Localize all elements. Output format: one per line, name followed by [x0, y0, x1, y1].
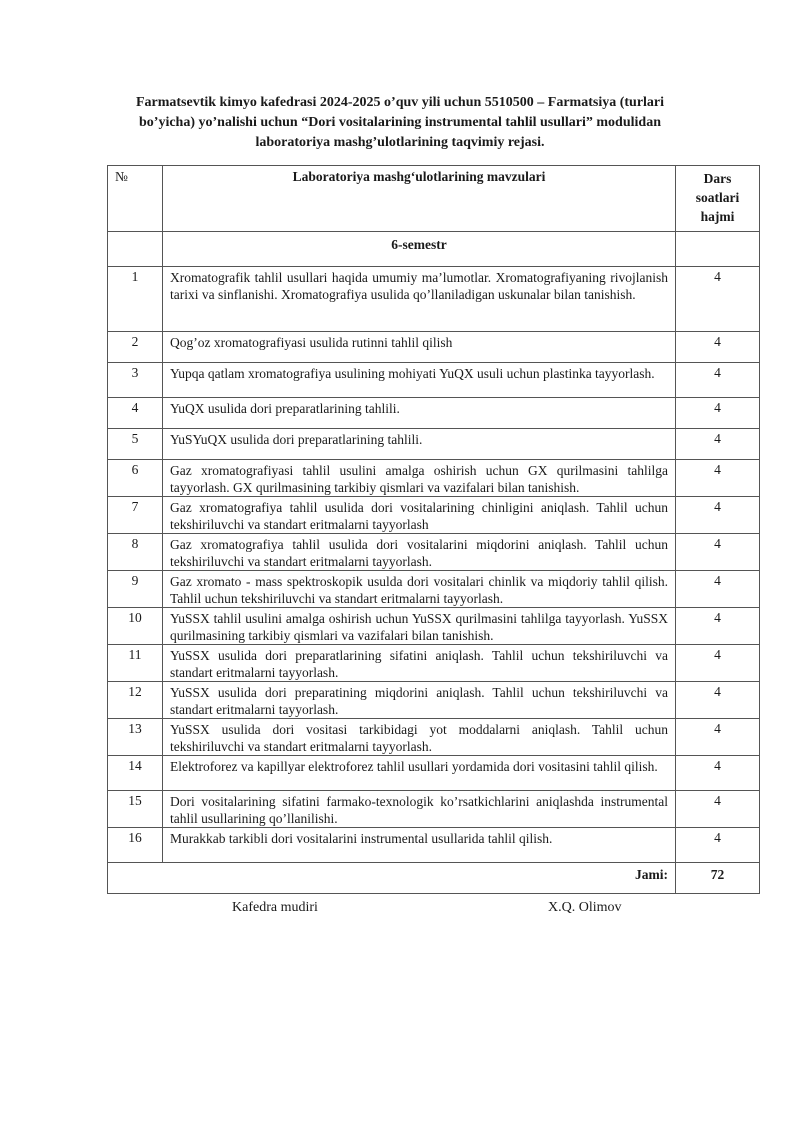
total-value: 72: [676, 863, 760, 894]
row-topic: YuSSX usulida dori preparatining miqdorini aniqlash. Tahlil uchun tekshiriluvchi va standart eritmalarni tayyorlash.: [163, 682, 676, 719]
row-topic: Qog’oz xromatografiyasi usulida rutinni tahlil qilish: [163, 332, 676, 363]
row-number: 11: [108, 645, 163, 682]
row-hours: 4: [676, 645, 760, 682]
semester-empty-cell: [108, 232, 163, 267]
row-number: 10: [108, 608, 163, 645]
row-number: 4: [108, 398, 163, 429]
row-hours: 4: [676, 608, 760, 645]
row-topic: Gaz xromatografiya tahlil usulida dori vositalarining chinligini aniqlash. Tahlil uchun tekshiriluvchi va standart eritmalarni tayyorlash: [163, 497, 676, 534]
table-row: [108, 682, 760, 719]
row-topic: Murakkab tarkibli dori vositalarini instrumental usullarida tahlil qilish.: [163, 828, 676, 863]
semester-empty-cell: [676, 232, 760, 267]
row-topic: Dori vositalarining sifatini farmako-texnologik ko’rsatkichlarini aniqlashda instrumental tahlil usullarining qo’llanilishi.: [163, 791, 676, 828]
table-row: [108, 267, 760, 332]
row-hours: 4: [676, 756, 760, 791]
row-topic: YuSSX usulida dori preparatlarining sifatini aniqlash. Tahlil uchun tekshiriluvchi va standart eritmalarni tayyorlash.: [163, 645, 676, 682]
row-hours: 4: [676, 682, 760, 719]
row-number: 14: [108, 756, 163, 791]
row-topic: YuSYuQX usulida dori preparatlarining tahlili.: [163, 429, 676, 460]
row-hours: 4: [676, 719, 760, 756]
row-number: 15: [108, 791, 163, 828]
row-topic: Gaz xromato - mass spektroskopik usulda dori vositalari chinlik va miqdoriy tahlil qilish. Tahlil uchun tekshiriluvchi va standart eritmalarni tayyorlash.: [163, 571, 676, 608]
table-header-row: [108, 166, 760, 232]
table-row: [108, 398, 760, 429]
row-hours: 4: [676, 791, 760, 828]
table-row: [108, 363, 760, 398]
row-number: 9: [108, 571, 163, 608]
row-hours: 4: [676, 497, 760, 534]
table-row: [108, 756, 760, 791]
header-number: №: [108, 166, 163, 232]
row-number: 6: [108, 460, 163, 497]
row-hours: 4: [676, 363, 760, 398]
row-topic: YuQX usulida dori preparatlarining tahlili.: [163, 398, 676, 429]
row-hours: 4: [676, 534, 760, 571]
row-hours: 4: [676, 460, 760, 497]
row-number: 8: [108, 534, 163, 571]
header-hours-line: soatlari: [695, 190, 740, 205]
total-row: [108, 863, 760, 894]
row-topic: Gaz xromatografiya tahlil usulida dori vositalarini miqdorini aniqlash. Tahlil uchun tekshiriluvchi va standart eritmalarni tayyorlash.: [163, 534, 676, 571]
row-topic: Yupqa qatlam xromatografiya usulining mohiyati YuQX usuli uchun plastinka tayyorlash.: [163, 363, 676, 398]
document-title: Farmatsevtik kimyo kafedrasi 2024-2025 o’quv yili uchun 5510500 – Farmatsiya (turlari bo’yicha) yo’nalishi uchun “Dori vositalarining instrumental tahlil usullari” modulidan laboratoriya mashg’ulotlarining taqvimiy rejasi.: [135, 95, 665, 150]
row-hours: 4: [676, 828, 760, 863]
row-hours: 4: [676, 571, 760, 608]
header-topic: Laboratoriya mashg‘ulotlarining mavzulari: [163, 166, 676, 232]
row-number: 5: [108, 429, 163, 460]
semester-label: 6-semestr: [163, 232, 676, 267]
table-row: [108, 534, 760, 571]
header-hours-line: hajmi: [700, 209, 735, 224]
row-hours: 4: [676, 332, 760, 363]
row-number: 1: [108, 267, 163, 332]
row-topic: YuSSX tahlil usulini amalga oshirish uchun YuSSX qurilmasini tahlilga tayyorlash. YuSSX qurilmasining tarkibiy qismlari va vazifalari bilan tanishish.: [163, 608, 676, 645]
header-hours-line: Dars: [703, 171, 732, 186]
row-number: 13: [108, 719, 163, 756]
row-number: 3: [108, 363, 163, 398]
row-topic: Elektroforez va kapillyar elektroforez tahlil usullari yordamida dori vositasini tahlil qilish.: [163, 756, 676, 791]
total-label: Jami:: [108, 863, 676, 894]
table-row: [108, 828, 760, 863]
table-row: [108, 719, 760, 756]
table-row: [108, 645, 760, 682]
table-row: [108, 497, 760, 534]
row-number: 2: [108, 332, 163, 363]
row-hours: 4: [676, 267, 760, 332]
table-row: [108, 332, 760, 363]
table-row: [108, 608, 760, 645]
table-row: [108, 571, 760, 608]
row-number: 7: [108, 497, 163, 534]
row-topic: Gaz xromatografiyasi tahlil usulini amalga oshirish uchun GX qurilmasini tahlilga tayyorlash. GX qurilmasining tarkibiy qismlari va vazifalari bilan tanishish.: [163, 460, 676, 497]
signature-position: Kafedra mudiri: [232, 900, 318, 915]
signature-name: X.Q. Olimov: [548, 900, 622, 915]
row-topic: Xromatografik tahlil usullari haqida umumiy ma’lumotlar. Xromatografiyaning rivojlanish tarixi va sinflanishi. Xromatografiya usulida qo’llaniladigan uskunalar bilan tanishish.: [163, 267, 676, 332]
header-hours: [676, 166, 760, 232]
semester-row: [108, 232, 760, 267]
table-row: [108, 791, 760, 828]
table-row: [108, 429, 760, 460]
row-number: 16: [108, 828, 163, 863]
row-hours: 4: [676, 398, 760, 429]
lab-schedule-table: [107, 165, 760, 894]
row-hours: 4: [676, 429, 760, 460]
table-row: [108, 460, 760, 497]
row-topic: YuSSX usulida dori vositasi tarkibidagi yot moddalarni aniqlash. Tahlil uchun tekshiriluvchi va standart eritmalarni tayyorlash.: [163, 719, 676, 756]
row-number: 12: [108, 682, 163, 719]
